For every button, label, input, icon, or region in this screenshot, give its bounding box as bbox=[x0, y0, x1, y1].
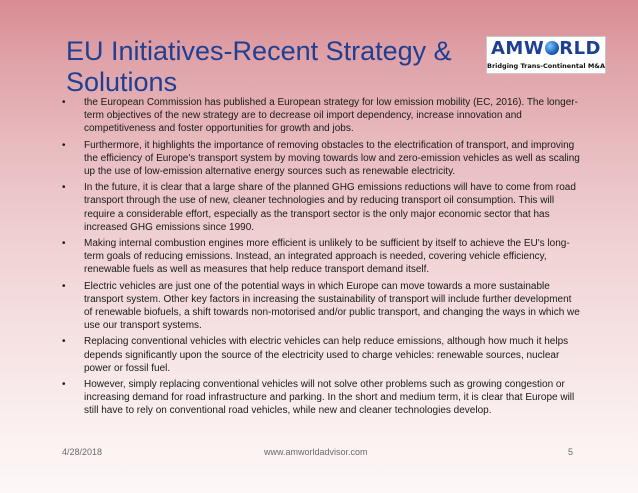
bullet-marker: • bbox=[62, 280, 66, 292]
bullet-text: In the future, it is clear that a large share of the planned GHG emissions reductions will have to come from road transport through the use of new, cleaner technologies and by reducing transport oil consumption. This will require a considerable effort, especially as the transport sector is the only major economic sector that has increased GHG emissions since 1990. bbox=[84, 182, 576, 233]
globe-icon bbox=[545, 41, 559, 55]
bullet-marker: • bbox=[62, 238, 66, 250]
bullet-text: However, simply replacing conventional vehicles will not solve other problems such as growing congestion or increasing demand for road infrastructure and parking. In the short and medium term, it is clear that Europe will still have to rely on conventional road vehicles, while new and cleaner technologies develop. bbox=[84, 379, 575, 417]
company-logo bbox=[486, 36, 606, 74]
bullet-item bbox=[62, 335, 582, 375]
page-number: 5 bbox=[568, 447, 574, 457]
bullet-text: Making internal combustion engines more efficient is unlikely to be sufficient by itself to achieve the EU's long-term goals of reducing emissions. Instead, an integrated approach is needed, covering vehicle efficiency, renewable fuels as well as measures that help reduce transport demand itself. bbox=[84, 238, 570, 276]
bullet-item bbox=[62, 378, 582, 418]
footer-date: 4/28/2018 bbox=[62, 447, 103, 457]
bullet-text: Furthermore, it highlights the importance of removing obstacles to the electrification of transport, and improving the efficiency of Europe's transport system by moving towards low and zero-emission vehicles as well as scaling up the use of low-emission alternative energy sources such as renewable electricity. bbox=[84, 139, 580, 178]
logo-word-post: RLD bbox=[559, 38, 601, 59]
bullet-text: Electric vehicles are just one of the potential ways in which Europe can move towards a more sustainable transport system. Other key factors in increasing the sustainability of transport will include further development of renewable biofuels, a shift towards non-motorised and/or public transport, and changing the ways in which we use our transport systems. bbox=[84, 280, 580, 332]
bullet-text: Replacing conventional vehicles with electric vehicles can help reduce emissions, although how much it helps depends significantly upon the source of the electricity used to charge vehicles: renewable sources, nuclear power or fossil fuel. bbox=[84, 336, 569, 374]
footer-url: www.amworldadvisor.com bbox=[264, 447, 368, 457]
bullet-marker: • bbox=[62, 97, 66, 108]
bullet-item bbox=[62, 181, 582, 234]
bullet-list bbox=[62, 96, 582, 421]
logo-wordmark bbox=[487, 39, 605, 59]
bullet-marker: • bbox=[62, 182, 66, 194]
bullet-marker: • bbox=[62, 336, 66, 348]
bullet-item bbox=[62, 139, 582, 179]
bullet-item bbox=[62, 96, 582, 136]
slide-title: EU Initiatives-Recent Strategy & Solutions bbox=[66, 36, 452, 97]
logo-word-pre: AMW bbox=[491, 38, 545, 59]
bullet-item bbox=[62, 237, 582, 277]
logo-tagline: Bridging Trans-Continental M&A bbox=[487, 62, 605, 70]
bullet-marker: • bbox=[62, 139, 66, 151]
bullet-item bbox=[62, 280, 582, 333]
bullet-marker: • bbox=[62, 379, 66, 391]
bullet-text: the European Commission has published a European strategy for low emission mobility (EC, 2016). The longer-term objectives of the new strategy are to decrease oil import dependency, increase innovation and competitiveness and foster opportunities for growth and jobs. bbox=[84, 97, 578, 135]
